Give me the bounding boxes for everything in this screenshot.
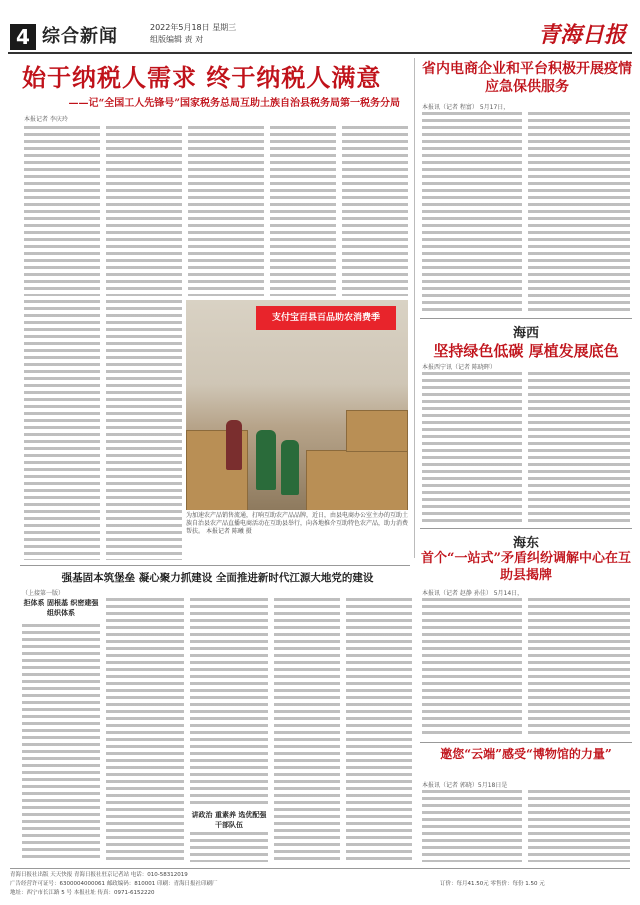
yunshang-col-1	[422, 790, 522, 862]
haixi-col-1	[422, 372, 522, 522]
lead-column-1	[24, 126, 100, 296]
footer-line-3: 地址：西宁市长江路 5 号 本报社址 传真：0971-6152220	[10, 890, 155, 896]
haixi-location: 海西	[512, 326, 539, 341]
lead-headline: 始于纳税人需求 终于纳税人满意	[22, 63, 382, 92]
weekday: 星期三	[212, 23, 237, 32]
editor: 组版编辑	[150, 35, 182, 44]
page-footer	[10, 868, 630, 899]
lead-column-3	[188, 126, 264, 296]
lower-col-3	[190, 598, 268, 808]
lead-column-4	[270, 126, 336, 296]
lower-col-2	[106, 598, 184, 862]
lower-col-4	[274, 598, 340, 862]
lead-column-1b	[24, 300, 100, 560]
bottom-story-title: 讲政治 重素养 选优配强干部队伍	[191, 810, 267, 829]
haixi-col-2	[528, 372, 630, 522]
haixi-byline: 本报西宁讯（记者 陈晓晖）	[422, 364, 496, 371]
photo-credit: 本报记者 陈曦 摄	[205, 528, 252, 535]
lead-column-5	[342, 126, 408, 296]
divider-lower	[20, 565, 410, 566]
lower-left-title: 强基固本筑堡垒 凝心聚力抓建设 全面推进新时代江源大地党的建设	[61, 572, 374, 584]
lead-column-2b	[106, 300, 182, 560]
haidong-location: 海东	[512, 536, 539, 551]
header-rule	[8, 52, 632, 54]
right-top-col-2	[528, 112, 630, 312]
yunshang-title: 邀您“云端”感受“博物馆的力量”	[440, 747, 612, 761]
newspaper-logo: 青海日报	[537, 22, 626, 48]
divider-yunshang	[420, 742, 632, 743]
photo-sign: 支付宝百县百品助农消费季	[256, 306, 396, 330]
right-top-title: 省内电商企业和平台积极开展疫情应急保供服务	[422, 61, 632, 95]
lower-col-3b	[190, 832, 268, 862]
lower-col-5	[346, 598, 412, 862]
haidong-col-2	[528, 598, 630, 738]
haidong-title: 首个“一站式”矛盾纠纷调解中心在互助县揭牌	[421, 551, 631, 583]
divider-haidong	[420, 528, 632, 529]
haidong-byline: 本报讯（记者 赵静 孙佳） 5月14日，	[422, 590, 524, 597]
right-top-col-1	[422, 112, 522, 312]
lead-column-2	[106, 126, 182, 296]
footer-line-2: 广告经营许可证号：6300004000061 邮政编码：810001 印刷：青海日报社印刷厂	[10, 881, 218, 887]
column-divider	[414, 58, 415, 558]
yunshang-byline: 本报讯（记者 郭晓）5月18日是	[422, 782, 508, 789]
lead-byline: 本报记者 李庆玲	[24, 116, 68, 123]
right-top-byline: 本报讯（记者 程富） 5月17日，	[422, 104, 510, 111]
yunshang-col-2	[528, 790, 630, 862]
designer: 责 对	[184, 35, 204, 44]
haixi-title: 坚持绿色低碳 厚植发展底色	[433, 342, 619, 360]
lower-col-1	[22, 624, 100, 862]
photo-caption: 为加速农产品销售流通，打响互助农产品品牌，近日，由县电商办公室主办的互助土族自治县农产品直播电商活动在互助县举行，向各地推介互助特色农产品，助力消费帮扶。 本报记者 陈曦 摄	[186, 512, 409, 535]
date: 2022年5月18日	[150, 23, 210, 32]
haidong-col-1	[422, 598, 522, 738]
section-title: 综合新闻	[42, 26, 118, 47]
issue-meta	[150, 22, 236, 46]
news-photo	[186, 300, 408, 510]
lower-left-subhead: 拒体系 固根基 织密建强组织体系	[23, 598, 99, 617]
page-number: 4	[10, 24, 36, 50]
lower-left-tag: （上接第一版）	[22, 590, 65, 597]
footer-line-4: 订价：每月41.50元 零售价：每份 1.50 元	[440, 881, 545, 887]
footer-line-1: 青海日报社出版 天天快报 青海日报社驻京记者站 电话：010-58312019	[10, 872, 188, 878]
divider-haixi	[420, 318, 632, 319]
lead-subhead: ——记“全国工人先锋号”国家税务总局互助土族自治县税务局第一税务分局	[68, 98, 400, 109]
